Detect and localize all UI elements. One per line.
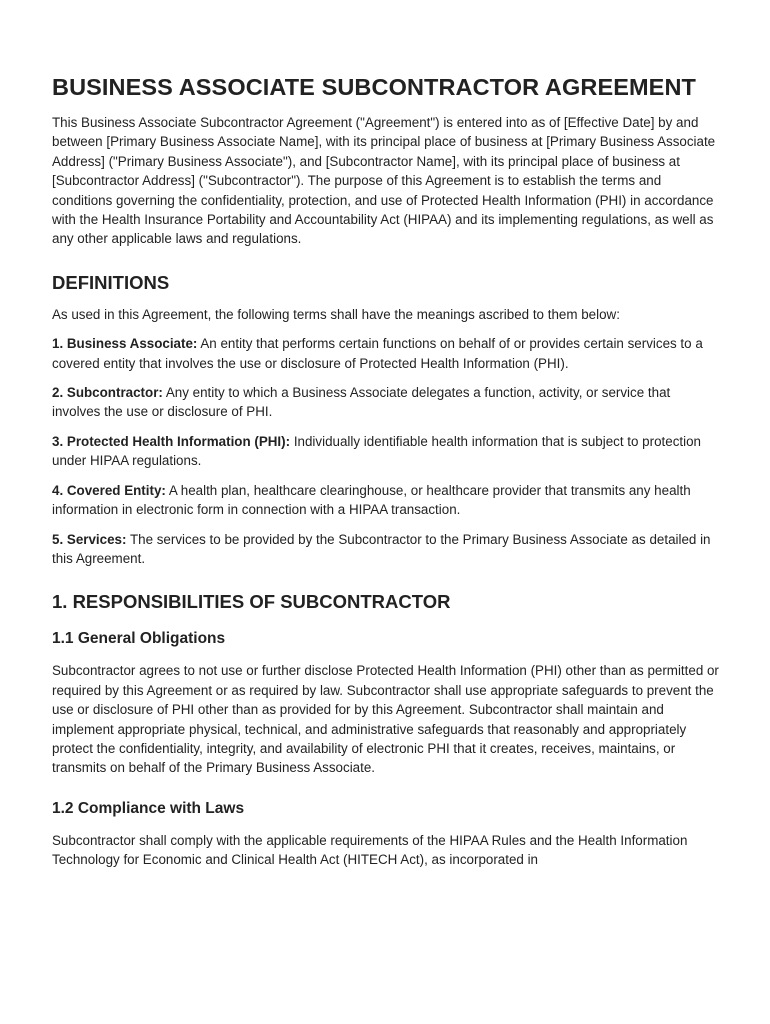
definition-item bbox=[52, 432, 722, 471]
definition-term: 2. Subcontractor: bbox=[52, 385, 163, 401]
definition-text: Individually identifiable health information that is subject to protection under HIPAA regulations. bbox=[52, 433, 701, 469]
responsibilities-heading: 1. RESPONSIBILITIES OF SUBCONTRACTOR bbox=[52, 591, 451, 613]
definition-item bbox=[52, 334, 722, 373]
general-obligations-text: Subcontractor agrees to not use or further disclose Protected Health Information (PHI) other than as permitted or required by this Agreement or as required by law. Subcontractor shall use appropriate safeguards to prevent the use or disclosure of PHI other than as provided for by this Agreement. Subcontractor shall maintain and implement appropriate physical, technical, and administrative safeguards that reasonably and appropriately protect the confidentiality, integrity, and availability of electronic PHI that it creates, receives, maintains, or transmits on behalf of the Primary Business Associate. bbox=[52, 663, 719, 776]
definition-text: A health plan, healthcare clearinghouse, or healthcare provider that transmits any health information in electronic form in connection with a HIPAA transaction. bbox=[52, 482, 691, 518]
intro-paragraph: This Business Associate Subcontractor Agreement ("Agreement") is entered into as of [Effective Date] by and between [Primary Business Associate Name], with its principal place of business at [Primary Business Associate Address] ("Primary Business Associate"), and [Subcontractor Name], with its principal place of business at [Subcontractor Address] ("Subcontractor"). The purpose of this Agreement is to establish the terms and conditions governing the confidentiality, protection, and use of Protected Health Information (PHI) in accordance with the Health Insurance Portability and Accountability Act (HIPAA) and its implementing regulations, as well as any other applicable laws and regulations. bbox=[52, 115, 716, 247]
definitions-lead: As used in this Agreement, the following terms shall have the meanings ascribed to them below: bbox=[52, 306, 620, 322]
document-page bbox=[52, 70, 722, 890]
compliance-text: Subcontractor shall comply with the applicable requirements of the HIPAA Rules and the Health Information Technology for Economic and Clinical Health Act (HITECH Act), as incorporated in bbox=[52, 832, 688, 868]
definitions-heading: DEFINITIONS bbox=[52, 271, 170, 293]
general-obligations-heading: 1.1 General Obligations bbox=[52, 630, 226, 648]
definition-item bbox=[52, 383, 722, 422]
definition-term: 5. Services: bbox=[52, 531, 127, 547]
definition-text: The services to be provided by the Subcontractor to the Primary Business Associate as detailed in this Agreement. bbox=[52, 531, 711, 566]
definition-item bbox=[52, 481, 722, 520]
definition-term: 1. Business Associate: bbox=[52, 336, 198, 352]
definition-text: Any entity to which a Business Associate delegates a function, activity, or service that involves the use or disclosure of PHI. bbox=[52, 385, 671, 420]
compliance-heading: 1.2 Compliance with Laws bbox=[52, 799, 245, 817]
definition-term: 3. Protected Health Information (PHI): bbox=[52, 433, 291, 449]
document-title: BUSINESS ASSOCIATE SUBCONTRACTOR AGREEMENT bbox=[52, 74, 696, 100]
definition-term: 4. Covered Entity: bbox=[52, 482, 166, 498]
definition-item bbox=[52, 530, 722, 569]
definition-text: An entity that performs certain functions on behalf of or provides certain services to a covered entity that involves the use or disclosure of Protected Health Information (PHI). bbox=[52, 336, 703, 371]
